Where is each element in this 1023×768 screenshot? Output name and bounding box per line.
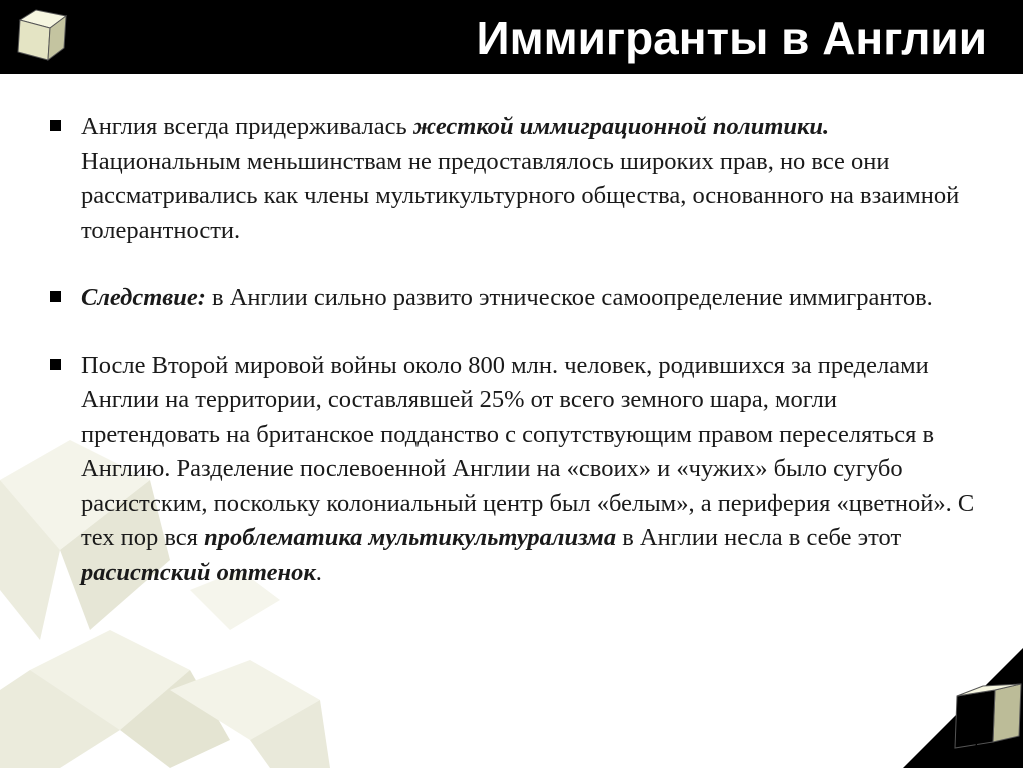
text-segment: Национальным меньшинствам не предоставлялось широких прав, но все они рассматривались как члены мультикультурного общества, основанного на взаимной толерантности.: [81, 147, 960, 244]
slide-title: Иммигранты в Англии: [476, 12, 987, 64]
emphasis-text: проблематика мультикультурализма: [204, 524, 617, 551]
text-segment: После Второй мировой войны около 800 млн. человек, родившихся за пределами Англии на территории, составлявшей 25% от всего земного шара, могли претендовать на британское подданство с сопутствующим правом переселяться в Англию. Разделение послевоенной Англии на «своих» и «чужих» было сугубо расистским, поскольку колониальный центр был «белым», а периферия «цветной». С тех пор вся: [81, 351, 975, 551]
cube-logo-icon: [14, 6, 70, 64]
text-segment: в Англии несла в себе этот: [616, 524, 902, 551]
emphasis-text: жесткой иммиграционной политики.: [412, 113, 830, 140]
text-segment: в Англии сильно развито этническое самоопределение иммигрантов.: [205, 284, 933, 311]
emphasis-text: расистский оттенок: [81, 558, 316, 586]
text-segment: .: [315, 558, 322, 586]
slide-number: 7: [972, 734, 982, 751]
bullet-consequence: [48, 281, 978, 316]
slide-content: [48, 110, 978, 590]
bullet-postwar: [48, 349, 978, 591]
bullet-immigration-policy: [48, 110, 978, 248]
text-segment: Англия всегда придерживалась: [81, 113, 413, 140]
title-bar: [0, 0, 1023, 74]
corner-decoration: [903, 648, 1023, 768]
emphasis-text: Следствие:: [81, 284, 206, 311]
